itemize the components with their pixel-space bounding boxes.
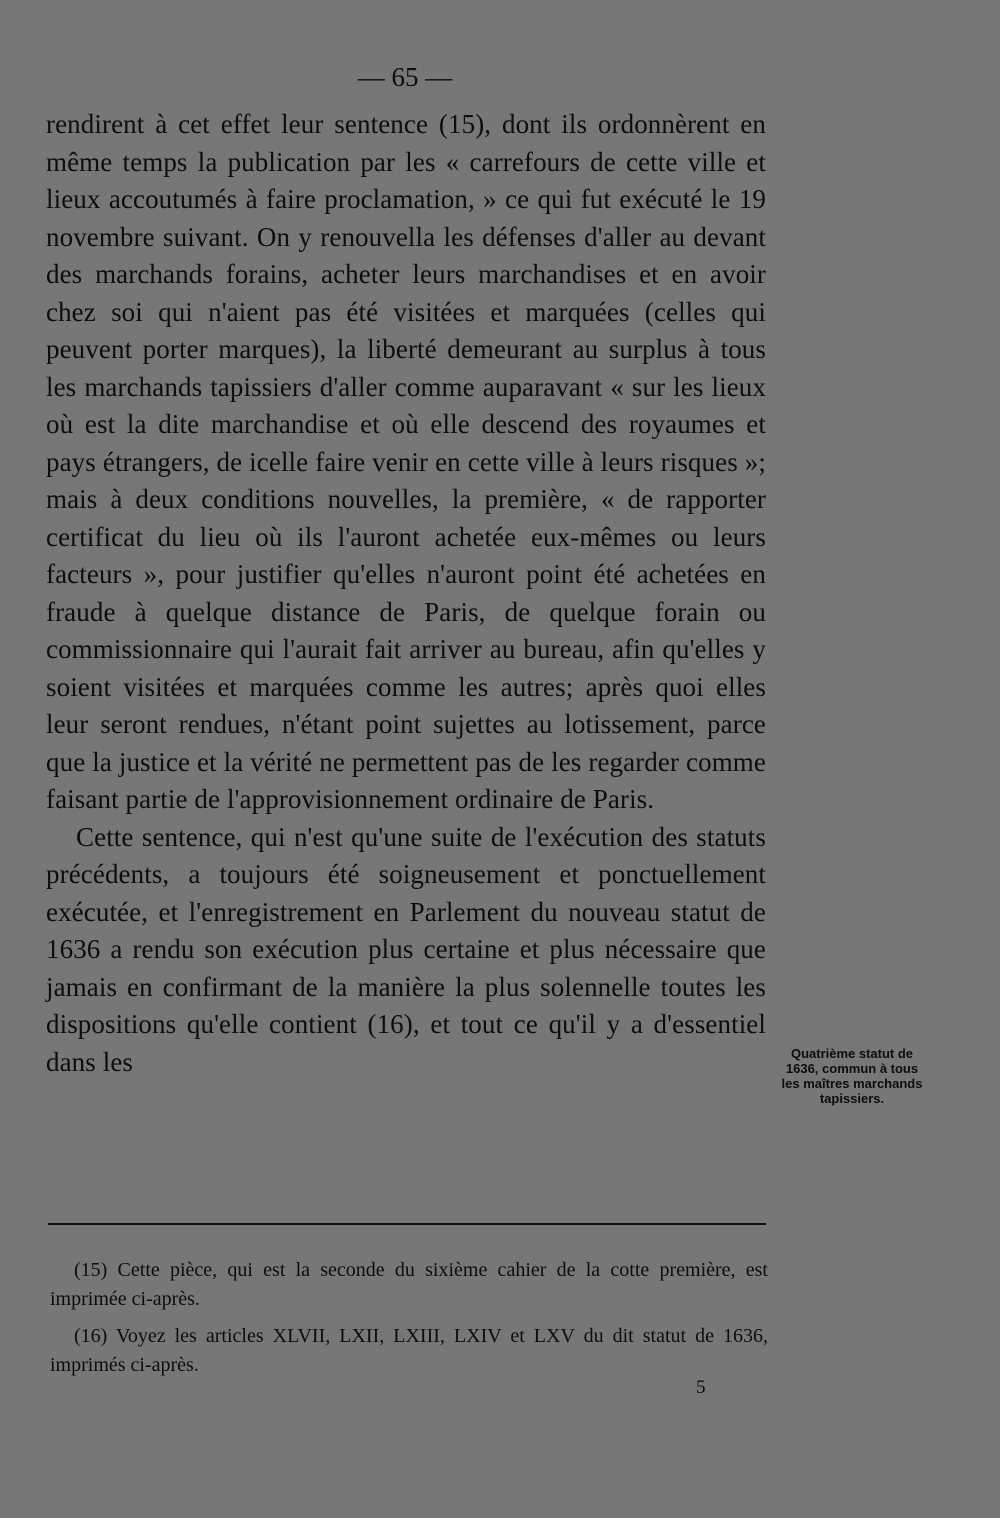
main-text: [46, 106, 766, 1081]
margin-note: Quatrième statut de 1636, commun à tous les maîtres marchands tapissiers.: [781, 1046, 923, 1106]
footnote-16: (16) Voyez les articles XLVII, LXII, LXIII, LXIV et LXV du dit statut de 1636, imprimés ci-après.: [50, 1325, 768, 1376]
page-number: — 65 —: [357, 62, 453, 92]
footnotes: [50, 1256, 768, 1388]
paragraph-1: rendirent à cet effet leur sentence (15), dont ils ordonnèrent en même temps la publication par les « carrefours de cette ville et lieux accoutumés à faire proclamation, » ce qui fut exécuté le 19 novembre suivant. On y renouvella les défenses d'aller au devant des marchands forains, acheter leurs marchandises et en avoir chez soi qui n'aient pas été visitées et marquées (celles qui peuvent porter marques), la liberté demeurant au surplus à tous les marchands tapissiers d'aller comme auparavant « sur les lieux où est la dite marchandise et où elle descend des royaumes et pays étrangers, de icelle faire venir en cette ville à leurs risques »; mais à deux conditions nouvelles, la première, « de rapporter certificat du lieu où ils l'auront achetée eux-mêmes ou leurs facteurs », pour justifier qu'elles n'auront point été achetées en fraude à quelque distance de Paris, de quelque forain ou commissionnaire qui l'aurait fait arriver au bureau, afin qu'elles y soient visitées et marquées comme les autres; après quoi elles leur seront rendues, n'étant point sujettes au lotissement, parce que la justice et la vérité ne permettent pas de les regarder comme faisant partie de l'approvisionnement ordinaire de Paris.: [46, 109, 766, 814]
footnote-15: (15) Cette pièce, qui est la seconde du sixième cahier de la cotte première, est imprimée ci-après.: [50, 1259, 768, 1310]
paragraph-2: Cette sentence, qui n'est qu'une suite de l'exécution des statuts précédents, a toujours été soigneusement et ponctuellement exécutée, et l'enregistrement en Parlement du nouveau statut de 1636 a rendu son exécution plus certaine et plus nécessaire que jamais en confirmant de la manière la plus solennelle toutes les dispositions qu'elle contient (16), et tout ce qu'il y a d'essentiel dans les: [46, 821, 766, 1077]
signature-mark: 5: [696, 1377, 706, 1398]
footnote-divider: [48, 1223, 766, 1225]
